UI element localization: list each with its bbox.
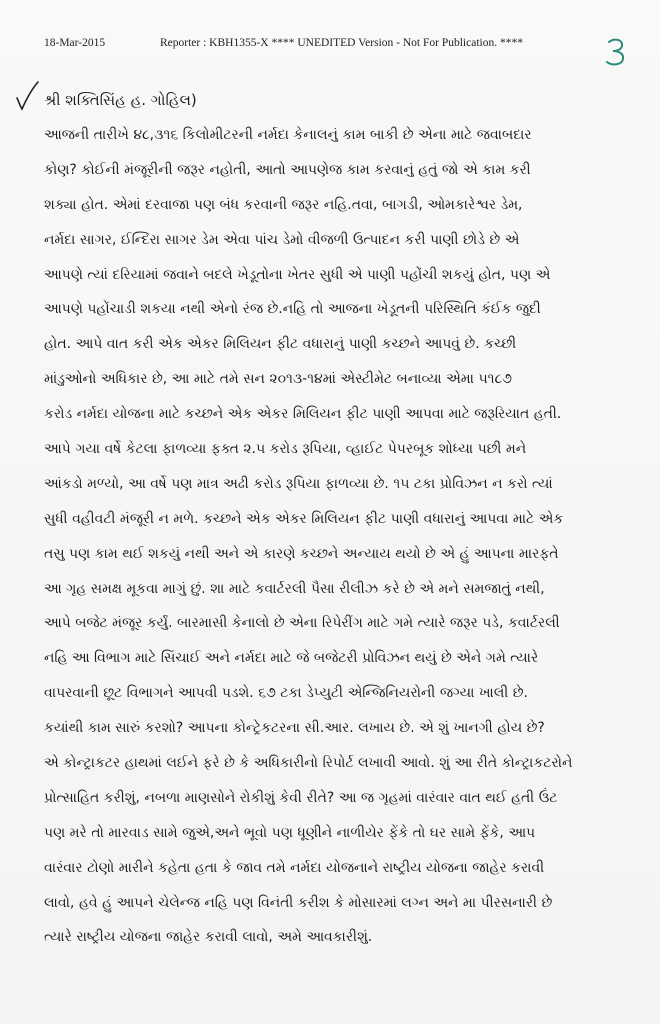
transcript-line: ત્યારે રાષ્ટ્રીય યોજના જાહેર કરાવી લાવો, અમે આવકારીશું. bbox=[44, 929, 373, 946]
transcript-line: આપણે પહોંચાડી શકયા નથી એનો રંજ છે.નહિ તો આજના ખેડૂતની પરિસ્થિતિ કંઈક જુદી bbox=[44, 301, 541, 318]
transcript-line: આંકડો મળ્યો, આ વર્ષે પણ માત્ર અઢી કરોડ રૂપિયા ફાળવ્યા છે. ૧૫ ટકા પ્રોવિઝન ન કરો ત્યાં bbox=[44, 475, 553, 492]
transcript-line: નર્મદા સાગર, ઈન્દિરા સાગર ડેમ એવા પાંચ ડેમો વીજળી ઉત્પાદન કરી પાણી છોડે છે એ bbox=[44, 231, 520, 248]
transcript-line: કરોડ નર્મદા યોજના માટે કચ્છને એક એકર મિલિયન ફીટ પાણી આપવા માટે જરૂરિયાત હતી. bbox=[44, 406, 562, 423]
transcript-line: પ્રોત્સાહિત કરીશું, નબળા માણસોને રોકીશું કેવી રીતે? આ જ ગૃહમાં વારંવાર વાત થઈ હતી ઉંટ bbox=[44, 789, 558, 806]
speaker-name: શ્રી શક્તિસિંહ હ. ગોહિલ) bbox=[44, 91, 197, 109]
header-reporter-line: Reporter : KBH1355-X **** UNEDITED Version - Not For Publication. **** bbox=[160, 37, 523, 49]
transcript-line: લાવો, હવે હું આપને ચેલેન્જ નહિ પણ વિનંતી કરીશ કે મોસારમાં લગ્ન અને મા પીરસનારી છે bbox=[44, 894, 553, 911]
transcript-line: નહિ આ વિભાગ માટે સિંચાઈ અને નર્મદા માટે જે બજેટરી પ્રોવિઝન થયું છે એને ગમે ત્યારે bbox=[44, 650, 539, 667]
transcript-line: આપે ગયા વર્ષે કેટલા ફાળવ્યા ફક્ત ૨.૫ કરોડ રૂપિયા, વ્હાઈટ પેપરબૂક શોધ્યા પછી મને bbox=[44, 441, 527, 458]
transcript-line: આજની તારીખે ૪૮,૩૧૬ કિલોમીટરની નર્મદા કેનાલનું કામ બાકી છે એના માટે જવાબદાર bbox=[44, 127, 532, 143]
transcript-line: સુધી વહીવટી મંજૂરી ન મળે. કચ્છને એક એકર મિલિયન ફીટ પાણી વધારાનું આપવા માટે એક bbox=[44, 510, 564, 527]
page-header bbox=[44, 37, 660, 55]
checkmark-icon bbox=[14, 80, 40, 112]
transcript-line: આપે બજેટ મંજૂર કર્યું. બારમાસી કેનાલો છે એના રિપેરીંગ માટે ગમે ત્યારે જરૂર પડે, કવાર્ટરલી bbox=[44, 615, 560, 632]
transcript-line: હોત. આપે વાત કરી એક એકર મિલિયન ફીટ વધારાનું પાણી કચ્છને આપવું છે. કચ્છી bbox=[44, 336, 517, 353]
transcript-line: એ કોન્ટ્રાકટર હાથમાં લઈને ફરે છે કે અધિકારીનો રિપોર્ટ લખાવી આવો. શું આ રીતે કોન્ટ્રાકટરોને bbox=[44, 755, 573, 772]
handwritten-page-number bbox=[602, 36, 630, 68]
transcript-line: વાપરવાની છૂટ વિભાગને આપવી પડશે. ૬૭ ટકા ડેપ્યુટી એન્જિનિયરોની જગ્યા ખાલી છે. bbox=[44, 685, 528, 702]
transcript-line: કોણ? કોઈની મંજૂરીની જરૂર નહોતી, આતો આપણેજ કામ કરવાનું હતું જો એ કામ કરી bbox=[44, 161, 531, 178]
transcript-line: પણ મરે તો મારવાડ સામે જુએ,અને ભૂવો પણ ધૂણીને નાળીયેર ફેંકે તો ઘર સામે ફેંકે, આપ bbox=[44, 824, 536, 841]
transcript-line: વારંવાર ટોણો મારીને કહેતા હતા કે જાવ તમે નર્મદા યોજનાને રાષ્ટ્રીય યોજના જાહેર કરાવી bbox=[44, 859, 545, 876]
transcript-line: કયાંથી કામ સારું કરશો? આપના કોન્ટ્રેકટરના સી.આર. લખાય છે. એ શું ખાનગી હોય છે? bbox=[44, 720, 545, 737]
transcript-line: શક્યા હોત. એમાં દરવાજા પણ બંધ કરવાની જરૂર નહિ.તવા, બાગડી, ઓમકારેશ્વર ડેમ, bbox=[44, 196, 523, 213]
page-number-three-glyph bbox=[602, 36, 630, 68]
transcript-line: આપણે ત્યાં દરિયામાં જવાને બદલે ખેડૂતોના ખેતર સુધી એ પાણી પહોંચી શકયું હોત, પણ એ bbox=[44, 266, 551, 283]
transcript-body bbox=[44, 118, 634, 955]
header-date: 18-Mar-2015 bbox=[44, 37, 106, 49]
transcript-line: તસુ પણ કામ થઈ શકયું નથી અને એ કારણે કચ્છને અન્યાય થયો છે એ હું આપના મારફતે bbox=[44, 545, 559, 562]
transcript-line: આ ગૃહ સમક્ષ મૂકવા માગું છું. શા માટે કવાર્ટરલી પૈસા રીલીઝ કરે છે એ મને સમજાતું નથી, bbox=[44, 580, 545, 597]
transcript-line: માંડુઓનો અધિકાર છે, આ માટે તમે સન ૨૦૧૩-૧૪માં એસ્ટીમેટ બનાવ્યા એમા ૫૧૮૭ bbox=[44, 371, 512, 388]
